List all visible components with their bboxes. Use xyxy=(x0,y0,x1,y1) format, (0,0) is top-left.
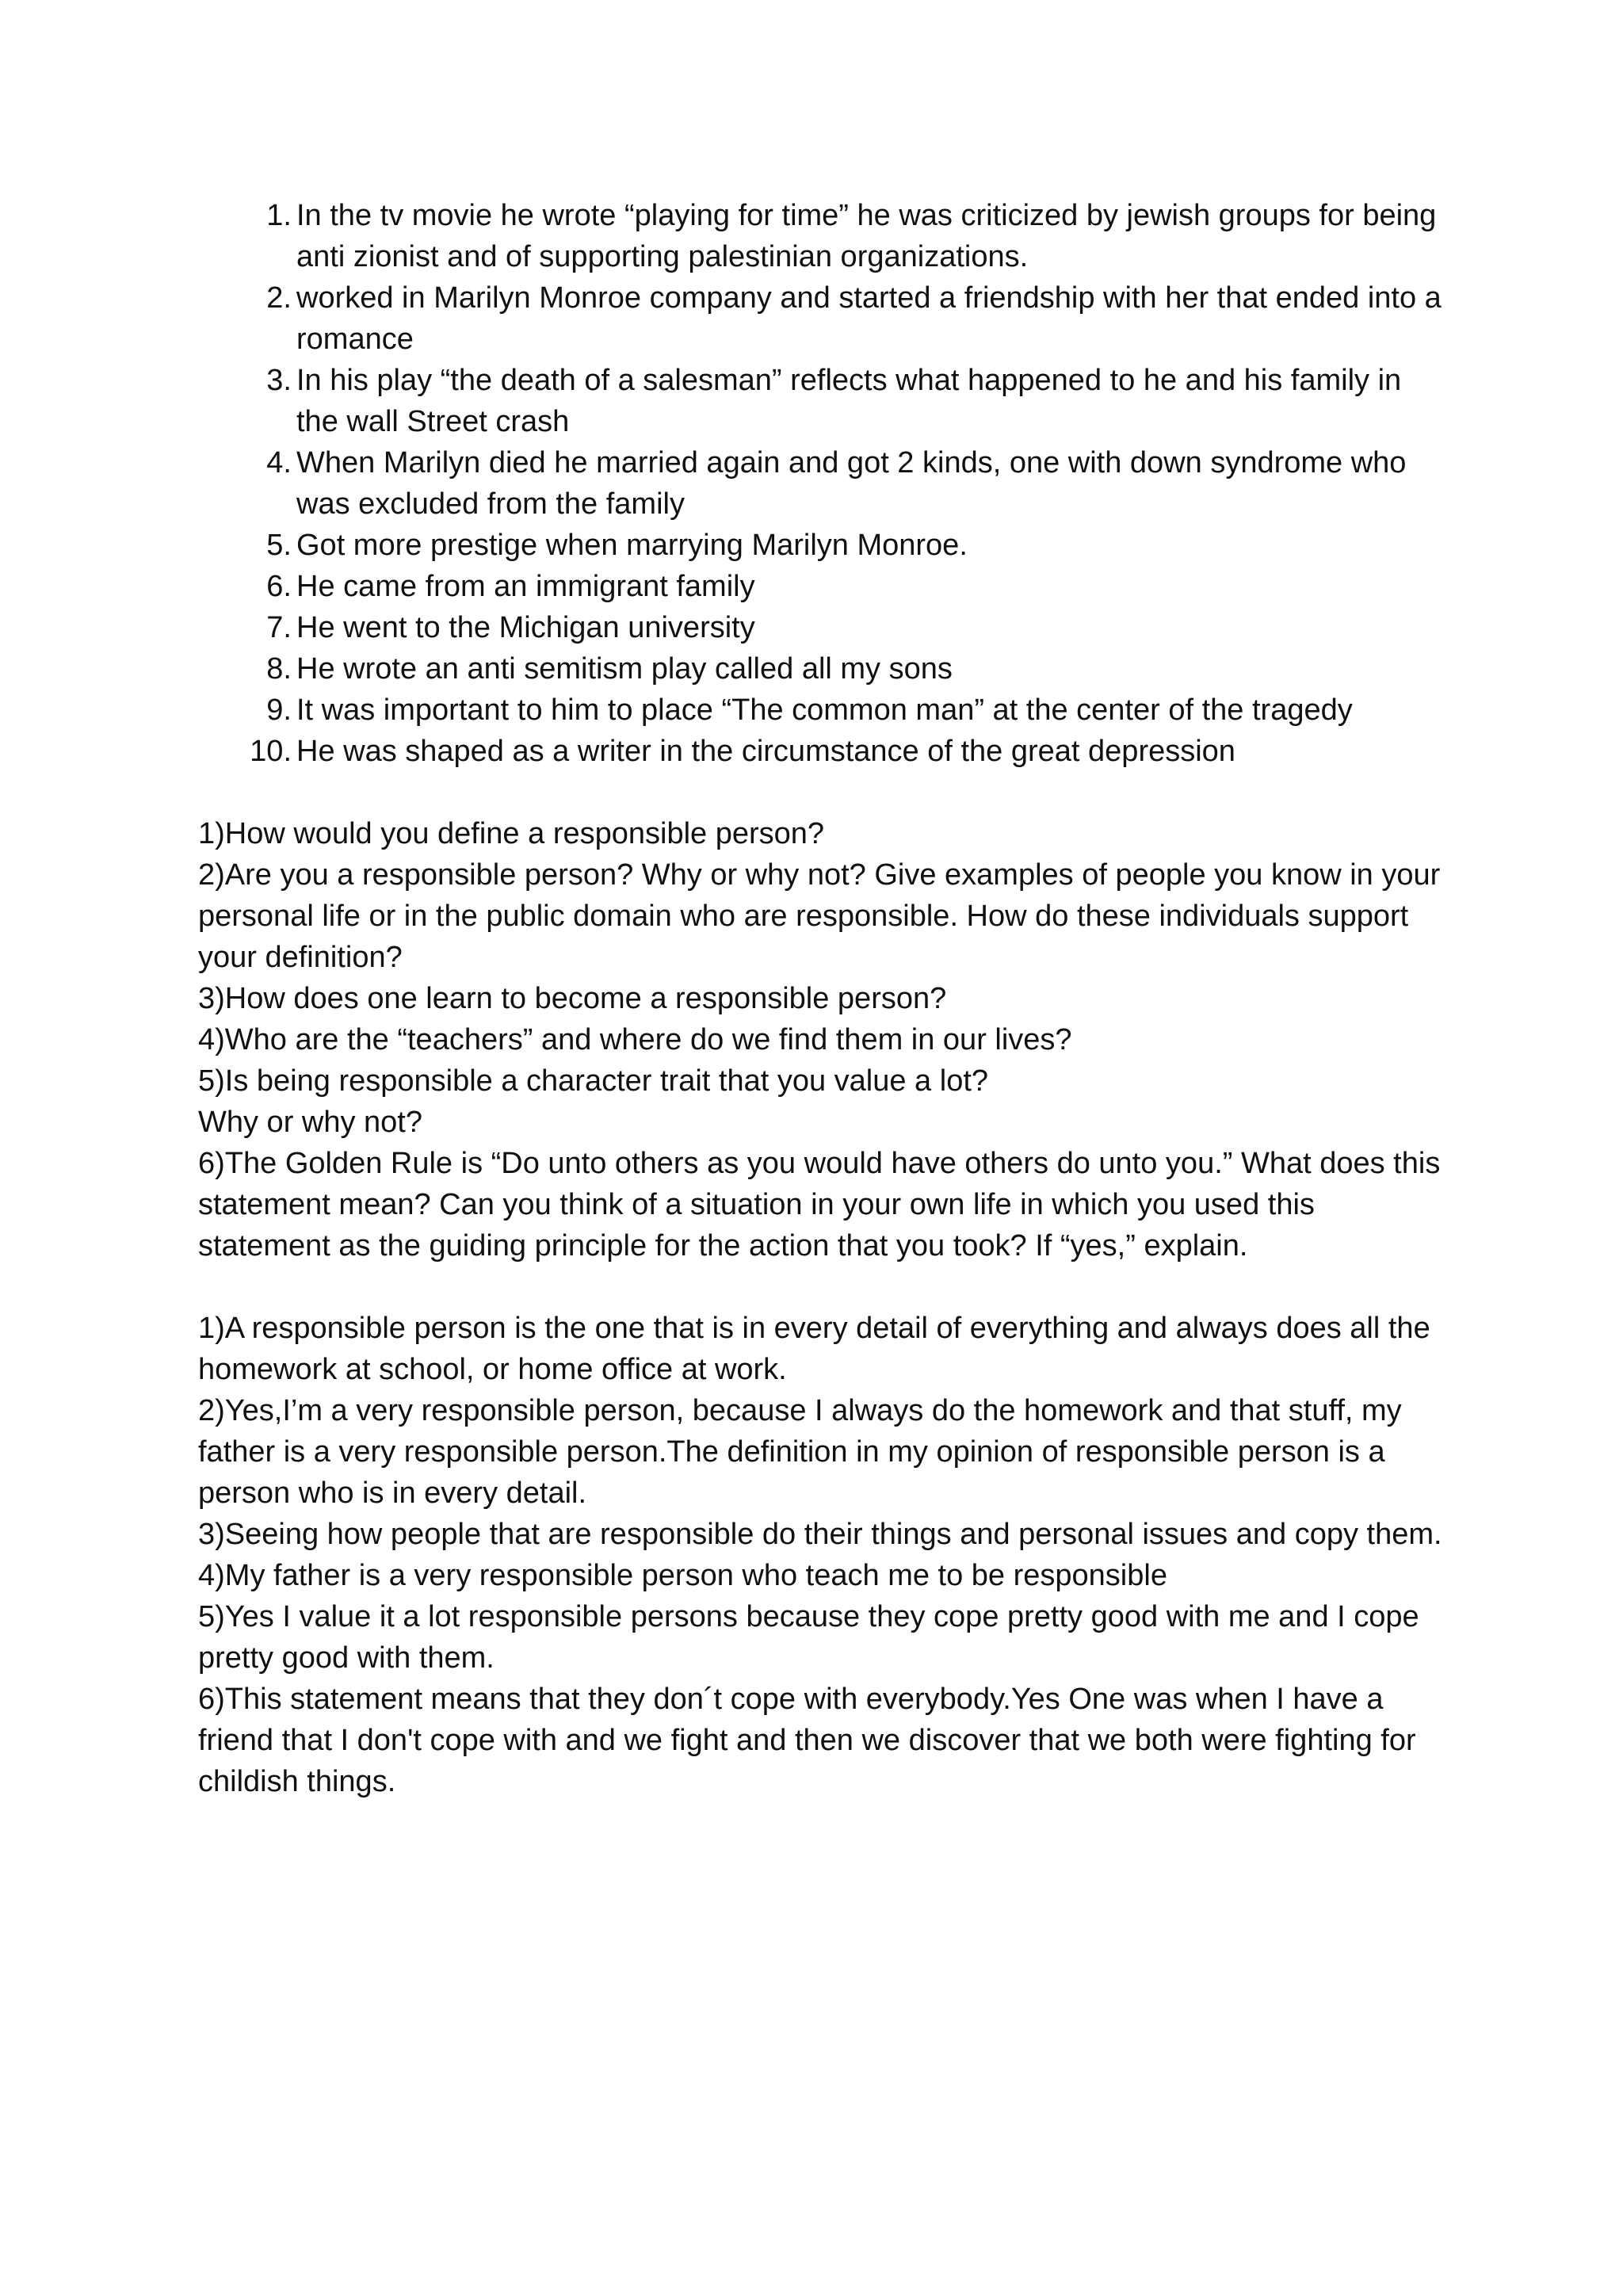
document-content xyxy=(198,195,1450,1843)
list-item xyxy=(198,442,1450,525)
list-item-number: 10. xyxy=(250,735,292,768)
question-paragraph: 2)Are you a responsible person? Why or why not? Give examples of people you know in your personal life or in the public domain who are responsible. How do these individuals support your definition? xyxy=(198,858,1441,974)
list-item-text: In the tv movie he wrote “playing for time” he was criticized by jewish groups for being anti zionist and of supporting palestinian organizations. xyxy=(296,199,1437,273)
answer-paragraph: 6)This statement means that they don´t cope with everybody.Yes One was when I have a friend that I don't cope with and we fight and then we discover that we both were fighting for childish things. xyxy=(198,1683,1416,1798)
question-paragraph: 1)How would you define a responsible person? xyxy=(198,817,825,850)
answer-paragraph: 4)My father is a very responsible person who teach me to be responsible xyxy=(198,1559,1167,1592)
list-item-number: 2. xyxy=(266,281,292,315)
list-item-number: 5. xyxy=(266,529,292,562)
list-item-text: He went to the Michigan university xyxy=(296,611,755,644)
list-item-text: It was important to him to place “The common man” at the center of the tragedy xyxy=(296,693,1353,727)
list-item-text: Got more prestige when marrying Marilyn Monroe. xyxy=(296,529,968,562)
list-item-number: 8. xyxy=(266,652,292,686)
list-item xyxy=(198,731,1450,772)
answer-paragraph: 1)A responsible person is the one that is in every detail of everything and always does all the homework at school, or home office at work. xyxy=(198,1312,1430,1386)
list-item xyxy=(198,525,1450,566)
question-paragraph: Why or why not? xyxy=(198,1106,422,1139)
list-item-number: 6. xyxy=(266,570,292,603)
list-item-text: When Marilyn died he married again and got 2 kinds, one with down syndrome who was excluded from the family xyxy=(296,446,1407,521)
list-item xyxy=(198,360,1450,442)
list-item-text: In his play “the death of a salesman” reflects what happened to he and his family in the wall Street crash xyxy=(296,364,1402,438)
list-item xyxy=(198,277,1450,360)
list-item-number: 9. xyxy=(266,693,292,727)
list-item-number: 3. xyxy=(266,364,292,397)
list-item-text: He was shaped as a writer in the circumstance of the great depression xyxy=(296,735,1235,768)
list-item xyxy=(198,195,1450,277)
facts-list xyxy=(198,195,1450,772)
questions-section xyxy=(198,813,1450,1266)
list-item xyxy=(198,566,1450,607)
answers-section xyxy=(198,1308,1450,1802)
list-item xyxy=(198,690,1450,731)
list-item-text: He came from an immigrant family xyxy=(296,570,755,603)
question-paragraph: 6)The Golden Rule is “Do unto others as you would have others do unto you.” What does this statement mean? Can you think of a situation in your own life in which you used this statement as the guiding principle for the action that you took? If “yes,” explain. xyxy=(198,1147,1441,1263)
answer-paragraph: 2)Yes,I’m a very responsible person, because I always do the homework and that stuff, my father is a very responsible person.The definition in my opinion of responsible person is a person who is in every detail. xyxy=(198,1394,1402,1510)
answer-paragraph: 3)Seeing how people that are responsible do their things and personal issues and copy them. xyxy=(198,1518,1442,1551)
list-item-number: 7. xyxy=(266,611,292,644)
list-item-number: 1. xyxy=(266,199,292,232)
list-item-number: 4. xyxy=(266,446,292,479)
list-item xyxy=(198,648,1450,690)
question-paragraph: 3)How does one learn to become a responsible person? xyxy=(198,982,947,1015)
list-item xyxy=(198,607,1450,648)
answer-paragraph: 5)Yes I value it a lot responsible persons because they cope pretty good with me and I cope pretty good with them. xyxy=(198,1600,1419,1675)
question-paragraph: 4)Who are the “teachers” and where do we find them in our lives? xyxy=(198,1023,1072,1056)
question-paragraph: 5)Is being responsible a character trait that you value a lot? xyxy=(198,1064,989,1098)
list-item-text: worked in Marilyn Monroe company and started a friendship with her that ended into a romance xyxy=(296,281,1442,356)
list-item-text: He wrote an anti semitism play called all my sons xyxy=(296,652,953,686)
